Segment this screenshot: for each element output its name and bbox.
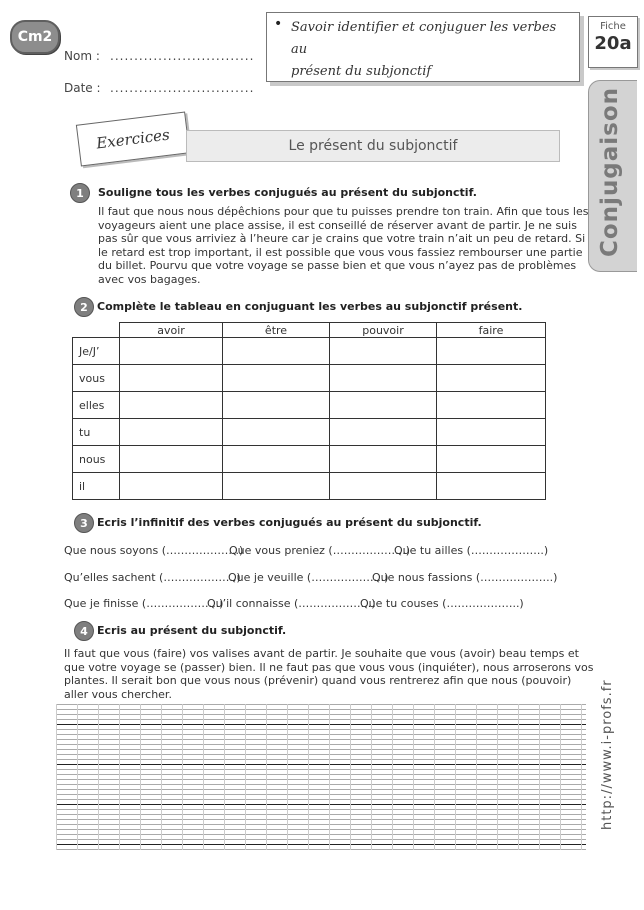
objective-line-1: Savoir identifier et conjuguer les verbes au (291, 20, 557, 57)
ruled-line (56, 784, 586, 785)
ruled-line (56, 789, 586, 790)
verb-header-faire: faire (437, 323, 546, 338)
grid-line (203, 704, 204, 850)
infinitive-item: Que tu ailles (………………..) (394, 544, 549, 557)
infinitive-item: Que nous soyons (………………..) (64, 544, 244, 557)
table-row (73, 473, 546, 500)
infinitive-item: Que tu couses (………………..) (360, 597, 524, 610)
pronoun-cell: nous (73, 446, 120, 473)
ruled-line (56, 769, 586, 770)
table-row (73, 365, 546, 392)
ruled-line (56, 724, 586, 725)
text-line: plantes. Il serait bon que vous nous (prévenir) quand vous rentrerez afin que nous (pouvoir) (64, 674, 572, 687)
grid-line (119, 704, 120, 850)
answer-cell[interactable] (437, 446, 546, 473)
ruled-line (56, 844, 586, 845)
ruled-line (56, 729, 586, 730)
answer-cell[interactable] (437, 338, 546, 365)
text-line: Il faut que vous (faire) vos valises avant de partir. Je souhaite que vous (avoir) beau temps et (64, 647, 579, 660)
ruled-line (56, 704, 586, 705)
grid-line (161, 704, 162, 850)
ruled-line (56, 829, 586, 830)
exercise-1-instruction: Souligne tous les verbes conjugués au présent du subjonctif. (98, 186, 477, 199)
answer-cell[interactable] (223, 338, 330, 365)
verb-header-avoir: avoir (120, 323, 223, 338)
ruled-line (56, 739, 586, 740)
text-line: avec vos bagages. (98, 272, 201, 286)
ruled-line (56, 849, 586, 850)
grid-line (518, 704, 519, 850)
infinitive-item: Que je veuille (………………..) (228, 571, 389, 584)
ruled-line (56, 734, 586, 735)
name-field[interactable]: .............................. (110, 49, 255, 63)
ruled-line (56, 714, 586, 715)
ruled-line (56, 719, 586, 720)
site-url: http://www.i-profs.fr (600, 679, 615, 830)
exercise-2-number: 2 (74, 297, 94, 317)
infinitive-item: Que je finisse (………………..) (64, 597, 224, 610)
ruled-line (56, 794, 586, 795)
exercise-3-instruction: Ecris l’infinitif des verbes conjugués au présent du subjonctif. (97, 516, 482, 529)
infinitive-item: Qu’il connaisse (………………..) (207, 597, 376, 610)
ruled-line (56, 799, 586, 800)
pronoun-cell: elles (73, 392, 120, 419)
exercise-1-text (98, 205, 588, 286)
text-line: voyageurs aient une place assise, il est conseillé de réserver avant de partir. Je ne suis (98, 218, 577, 232)
fiche-label: Fiche (600, 21, 626, 32)
answer-cell[interactable] (223, 365, 330, 392)
pronoun-cell: vous (73, 365, 120, 392)
conjugation-table (72, 322, 546, 500)
grid-line (287, 704, 288, 850)
ruled-line (56, 814, 586, 815)
grid-line (182, 704, 183, 850)
ruled-line (56, 749, 586, 750)
pronoun-cell: tu (73, 419, 120, 446)
answer-cell[interactable] (223, 392, 330, 419)
verb-header-pouvoir: pouvoir (330, 323, 437, 338)
grid-line (350, 704, 351, 850)
exercices-badge: Exercices (76, 111, 190, 166)
writing-lines[interactable] (56, 704, 586, 850)
answer-cell[interactable] (120, 365, 223, 392)
ruled-line (56, 759, 586, 760)
answer-cell[interactable] (437, 392, 546, 419)
date-field[interactable]: .............................. (110, 81, 255, 95)
ruled-line (56, 709, 586, 710)
infinitive-item: Que vous preniez (………………..) (229, 544, 411, 557)
grid-line (245, 704, 246, 850)
ruled-line (56, 824, 586, 825)
grid-line (455, 704, 456, 850)
exercise-4-text (64, 647, 594, 701)
grid-line (497, 704, 498, 850)
ruled-line (56, 779, 586, 780)
verb-header-etre: être (223, 323, 330, 338)
table-header-row (73, 323, 546, 338)
grid-line (434, 704, 435, 850)
answer-cell[interactable] (330, 473, 437, 500)
pronoun-cell: Je/J’ (73, 338, 120, 365)
answer-cell[interactable] (330, 392, 437, 419)
ruled-line (56, 819, 586, 820)
fiche-box (588, 16, 638, 68)
grid-line (140, 704, 141, 850)
exercise-4-instruction: Ecris au présent du subjonctif. (97, 624, 287, 637)
subject-tab (588, 80, 637, 272)
ruled-line (56, 834, 586, 835)
table-row (73, 338, 546, 365)
exercise-4-number: 4 (74, 621, 94, 641)
text-line: pas sûr que vous arriviez à l’heure car je crains que votre train n’ait un peu de retard. Si (98, 232, 586, 245)
date-label: Date : (64, 81, 101, 95)
grid-line (329, 704, 330, 850)
text-line: le retard est trop important, il est possible que vous vous fassiez rembourser une partie (98, 245, 583, 259)
name-label: Nom : (64, 49, 100, 63)
table-row (73, 392, 546, 419)
answer-cell[interactable] (437, 473, 546, 500)
infinitive-item: Qu’elles sachent (………………..) (64, 571, 241, 584)
text-line: aller vous chercher. (64, 687, 172, 701)
grid-line (308, 704, 309, 850)
grid-line (476, 704, 477, 850)
text-line: que votre voyage se (passer) bien. Il ne faut pas que vous vous (inquiéter), nous arroserons vos (64, 660, 594, 674)
table-row (73, 446, 546, 473)
answer-cell[interactable] (120, 392, 223, 419)
text-line: Il faut que nous nous dépêchions pour que tu puisses prendre ton train. Afin que tous les (98, 205, 589, 218)
fiche-number: 20a (594, 33, 632, 54)
grid-line (539, 704, 540, 850)
grid-line (266, 704, 267, 850)
level-badge: Cm2 (10, 20, 60, 54)
grid-line (413, 704, 414, 850)
grid-line (224, 704, 225, 850)
table-corner (73, 323, 120, 338)
grid-line (392, 704, 393, 850)
pronoun-cell: il (73, 473, 120, 500)
exercise-2-instruction: Complète le tableau en conjuguant les verbes au subjonctif présent. (97, 300, 523, 313)
answer-cell[interactable] (120, 446, 223, 473)
subject-tab-label: Conjugaison (597, 86, 623, 257)
answer-cell[interactable] (223, 446, 330, 473)
answer-cell[interactable] (223, 473, 330, 500)
answer-cell[interactable] (330, 446, 437, 473)
answer-cell[interactable] (330, 419, 437, 446)
ruled-line (56, 809, 586, 810)
objective-bullet: • (274, 16, 283, 32)
ruled-line (56, 754, 586, 755)
grid-line (98, 704, 99, 850)
grid-line (371, 704, 372, 850)
answer-cell[interactable] (120, 419, 223, 446)
answer-cell[interactable] (120, 473, 223, 500)
answer-cell[interactable] (437, 419, 546, 446)
text-line: du billet. Pourvu que votre voyage se passe bien et que vous n’ayez pas de problèmes (98, 259, 577, 272)
ruled-line (56, 774, 586, 775)
grid-line (581, 704, 582, 850)
grid-line (56, 704, 57, 850)
grid-line (560, 704, 561, 850)
exercise-1-number: 1 (70, 183, 90, 203)
answer-cell[interactable] (330, 338, 437, 365)
grid-line (77, 704, 78, 850)
answer-cell[interactable] (330, 365, 437, 392)
exercise-3-number: 3 (74, 513, 94, 533)
objective-box (266, 12, 580, 82)
answer-cell[interactable] (120, 338, 223, 365)
ruled-line (56, 764, 586, 765)
infinitive-item: Que nous fassions (………………..) (372, 571, 558, 584)
ruled-line (56, 839, 586, 840)
table-row (73, 419, 546, 446)
ruled-line (56, 804, 586, 805)
answer-cell[interactable] (223, 419, 330, 446)
objective-line-2: présent du subjonctif (291, 64, 432, 79)
ruled-line (56, 744, 586, 745)
answer-cell[interactable] (437, 365, 546, 392)
page-title: Le présent du subjonctif (186, 130, 560, 162)
